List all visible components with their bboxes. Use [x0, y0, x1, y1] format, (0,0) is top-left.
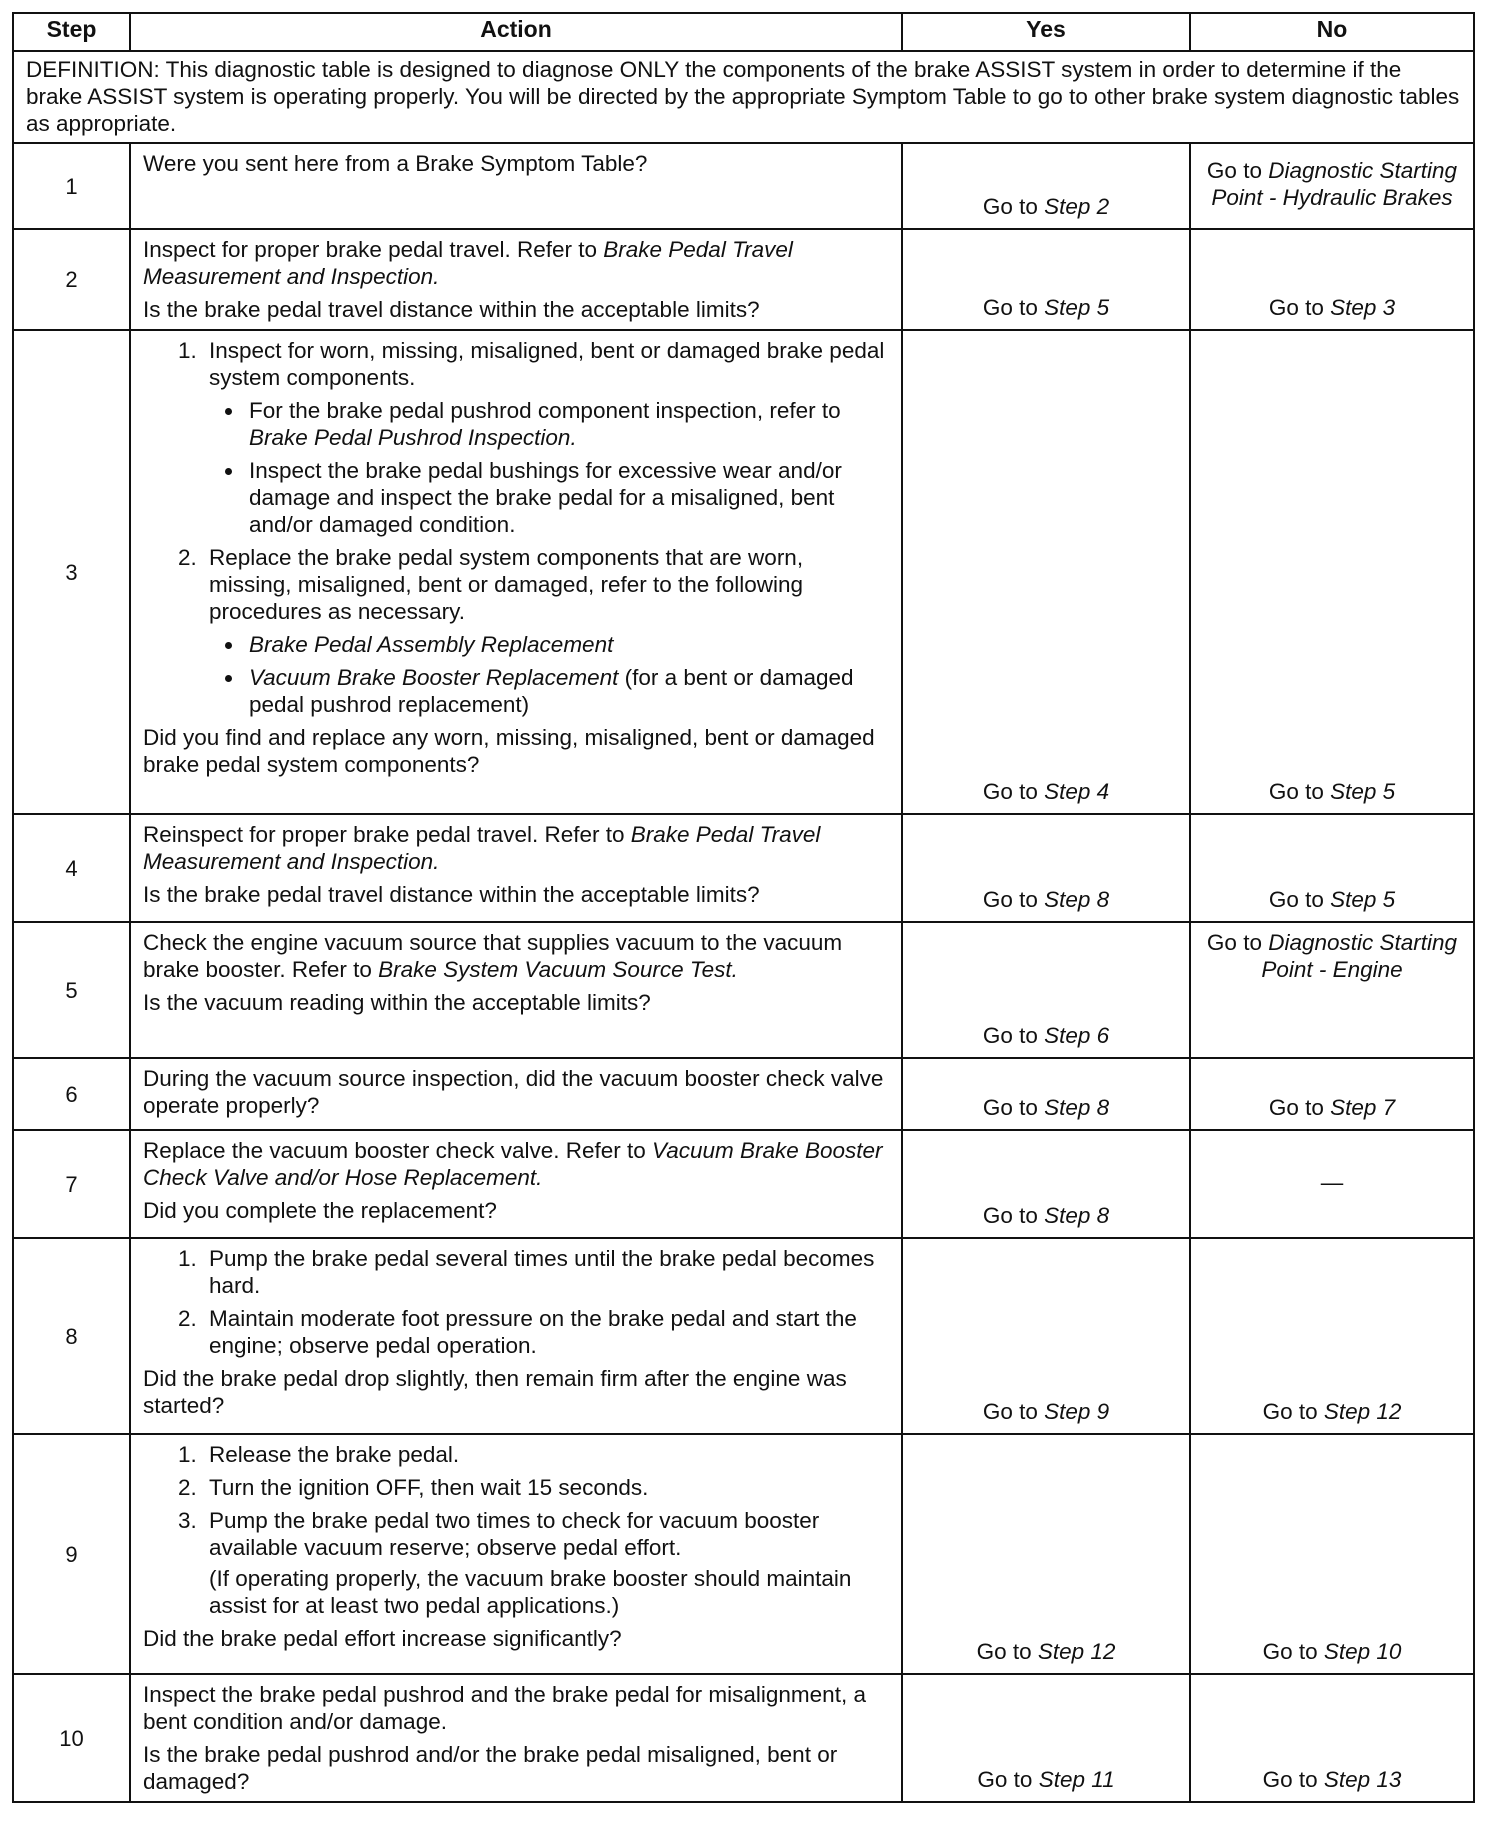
no-cell: Go to Step 10 [1190, 1434, 1474, 1674]
yes-target: Step 6 [1044, 1023, 1110, 1048]
question-text: Did the brake pedal effort increase significantly? [143, 1626, 622, 1651]
yes-target: Step 8 [1044, 1095, 1110, 1120]
reference-link: Brake Pedal Pushrod Inspection. [249, 425, 577, 450]
step-number: 7 [13, 1130, 130, 1238]
yes-cell: Go to Step 5 [902, 229, 1190, 330]
no-dash: — [1320, 1169, 1344, 1195]
procedure-item: 2. Maintain moderate foot pressure on the brake pedal and start the engine; observe pedal operation. [203, 1305, 889, 1359]
question-text: Did you find and replace any worn, missing, misaligned, bent or damaged brake pedal system components? [143, 725, 875, 777]
yes-cell: Go to Step 9 [902, 1238, 1190, 1434]
yes-cell: Go to Step 12 [902, 1434, 1190, 1674]
header-no: No [1190, 13, 1474, 51]
no-target: Diagnostic Starting Point - Hydraulic Brakes [1211, 158, 1458, 210]
table-row [13, 1058, 1474, 1130]
reference-link: Brake Pedal Travel Measurement and Inspection. [143, 237, 793, 289]
procedure-list [143, 337, 889, 718]
procedure-item: 1. Inspect for worn, missing, misaligned, bent or damaged brake pedal system components. • For the brake pedal pushrod component inspection, refer to Brake Pedal Pushrod Inspection. • Inspect the brake pedal bushings for excessive wear and/or damage and inspect the brake pedal for a misaligned, bent and/or damaged condition. [203, 337, 889, 538]
yes-target: Step 9 [1044, 1399, 1110, 1424]
brake-assist-diagnostic-table [12, 12, 1475, 1803]
bullet-item [245, 631, 889, 658]
note-text: (If operating properly, the vacuum brake booster should maintain assist for at least two pedal applications.) [209, 1566, 852, 1618]
procedure-list [143, 1245, 889, 1359]
yes-cell: Go to Step 4 [902, 330, 1190, 814]
action-cell [130, 1674, 902, 1802]
yes-target: Step 2 [1044, 194, 1110, 219]
reference-link: Brake Pedal Assembly Replacement [249, 632, 614, 657]
no-target: Diagnostic Starting Point - Engine [1261, 930, 1458, 982]
bullet-item: • Inspect the brake pedal bushings for excessive wear and/or damage and inspect the brake pedal for a misaligned, bent and/or damaged condition. [245, 457, 889, 538]
step-number: 8 [13, 1238, 130, 1434]
no-cell: Go to Step 13 [1190, 1674, 1474, 1802]
step-number: 2 [13, 229, 130, 330]
step-number: 6 [13, 1058, 130, 1130]
reference-link: Vacuum Brake Booster Check Valve and/or Hose Replacement. [143, 1138, 883, 1190]
step-number: 3 [13, 330, 130, 814]
no-target: Step 13 [1323, 1767, 1402, 1792]
no-cell: Go to Diagnostic Starting Point - Hydraulic Brakes [1190, 143, 1474, 229]
header-action: Action [130, 13, 902, 51]
step-number: 9 [13, 1434, 130, 1674]
table-row [13, 814, 1474, 922]
table-row [13, 1238, 1474, 1434]
bullet-list [209, 631, 889, 718]
yes-target: Step 11 [1038, 1767, 1115, 1792]
question-text: Is the vacuum reading within the acceptable limits? [143, 990, 651, 1015]
table-row [13, 1130, 1474, 1238]
table-row [13, 143, 1474, 229]
action-cell [130, 1058, 902, 1130]
question-text: Did you complete the replacement? [143, 1198, 497, 1223]
action-cell [130, 330, 902, 814]
action-cell: Reinspect for proper brake pedal travel. Refer to Brake Pedal Travel Measurement and Inspection. Is the brake pedal travel distance within the acceptable limits? [130, 814, 902, 922]
yes-target: Step 12 [1037, 1639, 1116, 1664]
no-cell: Go to Diagnostic Starting Point - Engine [1190, 922, 1474, 1058]
no-target: Step 7 [1330, 1095, 1396, 1120]
procedure-item: 1. Pump the brake pedal several times until the brake pedal becomes hard. [203, 1245, 889, 1299]
action-cell [130, 1434, 902, 1674]
yes-cell: Go to Step 6 [902, 922, 1190, 1058]
question-text: Did the brake pedal drop slightly, then remain firm after the engine was started? [143, 1366, 847, 1418]
procedure-item: 3. Pump the brake pedal two times to check for vacuum booster available vacuum reserve; observe pedal effort. (If operating properly, the vacuum brake booster should maintain assist for at least two pedal applications.) [203, 1507, 889, 1619]
reference-link: Vacuum Brake Booster Replacement [249, 665, 619, 690]
yes-cell: Go to Step 2 [902, 143, 1190, 229]
yes-cell: Go to Step 11 [902, 1674, 1190, 1802]
header-yes: Yes [902, 13, 1190, 51]
question-text: Is the brake pedal travel distance within the acceptable limits? [143, 297, 760, 322]
reference-link: Brake Pedal Travel Measurement and Inspection. [143, 822, 821, 874]
table-row [13, 330, 1474, 814]
question-text: Is the brake pedal pushrod and/or the brake pedal misaligned, bent or damaged? [143, 1742, 838, 1794]
yes-cell: Go to Step 8 [902, 814, 1190, 922]
no-cell: Go to Step 3 [1190, 229, 1474, 330]
procedure-list [143, 1441, 889, 1619]
yes-cell: Go to Step 8 [902, 1058, 1190, 1130]
definition-row [13, 51, 1474, 143]
yes-target: Step 8 [1044, 887, 1110, 912]
header-step: Step [13, 13, 130, 51]
definition-text: DEFINITION: This diagnostic table is designed to diagnose ONLY the components of the brake ASSIST system in order to determine if the brake ASSIST system is operating properly. You will be directed by the appropriate Symptom Table to go to other brake system diagnostic tables as appropriate. [13, 51, 1474, 143]
table-row [13, 229, 1474, 330]
step-number: 1 [13, 143, 130, 229]
step-number: 10 [13, 1674, 130, 1802]
bullet-list [209, 397, 889, 538]
table-row [13, 922, 1474, 1058]
reference-link: Brake System Vacuum Source Test. [378, 957, 738, 982]
no-cell: Go to Step 7 [1190, 1058, 1474, 1130]
bullet-item: • Vacuum Brake Booster Replacement (for a bent or damaged pedal pushrod replacement) [245, 664, 889, 718]
no-cell: Go to Step 5 [1190, 330, 1474, 814]
yes-target: Step 5 [1044, 295, 1110, 320]
no-cell [1190, 1130, 1474, 1238]
bullet-item: • For the brake pedal pushrod component inspection, refer to Brake Pedal Pushrod Inspection. [245, 397, 889, 451]
procedure-item: 2. Turn the ignition OFF, then wait 15 seconds. [203, 1474, 889, 1501]
procedure-item: 1. Release the brake pedal. [203, 1441, 889, 1468]
no-target: Step 12 [1323, 1399, 1402, 1424]
procedure-item: 2. Replace the brake pedal system components that are worn, missing, misaligned, bent or damaged, refer to the following procedures as necessary. • Brake Pedal Assembly Replacement • Vacuum Brake Booster Replacement (for a bent or damaged pedal pushrod replacement) [203, 544, 889, 718]
yes-cell: Go to Step 8 [902, 1130, 1190, 1238]
table-row [13, 1434, 1474, 1674]
no-cell: Go to Step 5 [1190, 814, 1474, 922]
header-row [13, 13, 1474, 51]
step-number: 4 [13, 814, 130, 922]
instruction-text: Inspect the brake pedal pushrod and the brake pedal for misalignment, a bent condition and/or damage. [143, 1682, 866, 1734]
yes-target: Step 8 [1044, 1203, 1110, 1228]
question-text: During the vacuum source inspection, did the vacuum booster check valve operate properly? [143, 1066, 884, 1118]
yes-target: Step 4 [1044, 779, 1110, 804]
diagnostic-table-wrapper [12, 12, 1473, 1803]
question-text: Were you sent here from a Brake Symptom Table? [143, 151, 648, 176]
no-target: Step 10 [1323, 1639, 1402, 1664]
action-cell: Inspect for proper brake pedal travel. Refer to Brake Pedal Travel Measurement and Inspection. Is the brake pedal travel distance within the acceptable limits? [130, 229, 902, 330]
no-target: Step 3 [1330, 295, 1396, 320]
step-number: 5 [13, 922, 130, 1058]
action-cell: Check the engine vacuum source that supplies vacuum to the vacuum brake booster. Refer to Brake System Vacuum Source Test. Is the vacuum reading within the acceptable limits? [130, 922, 902, 1058]
table-row [13, 1674, 1474, 1802]
no-target: Step 5 [1330, 887, 1396, 912]
action-cell [130, 1238, 902, 1434]
action-cell [130, 143, 902, 229]
no-target: Step 5 [1330, 779, 1396, 804]
action-cell: Replace the vacuum booster check valve. Refer to Vacuum Brake Booster Check Valve and/or Hose Replacement. Did you complete the replacement? [130, 1130, 902, 1238]
no-cell: Go to Step 12 [1190, 1238, 1474, 1434]
question-text: Is the brake pedal travel distance within the acceptable limits? [143, 882, 760, 907]
